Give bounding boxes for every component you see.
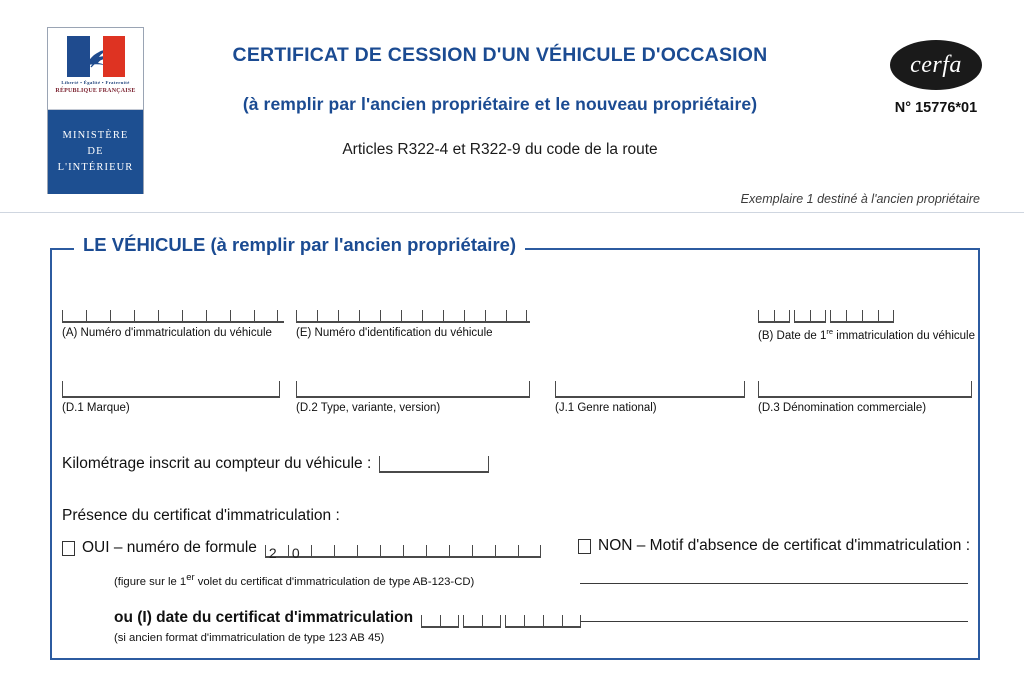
comb-cell[interactable] (401, 310, 422, 321)
comb-cell[interactable] (230, 310, 254, 321)
comb-cell[interactable] (206, 310, 230, 321)
comb-cell[interactable] (505, 615, 524, 626)
comb-cell[interactable] (62, 310, 86, 321)
field-registration-number-input[interactable] (62, 303, 284, 323)
comb-cell[interactable] (134, 310, 158, 321)
comb-cell-value: 2 (268, 545, 277, 561)
certificate-presence-heading: Présence du certificat d'immatriculation : (62, 507, 340, 524)
document-title: CERTIFICAT DE CESSION D'UN VÉHICULE D'OCCASION (232, 44, 768, 66)
marianne-icon (90, 43, 103, 71)
field-vin-input[interactable] (296, 303, 530, 323)
comb-group[interactable] (758, 303, 790, 323)
comb-cell[interactable] (495, 545, 518, 556)
comb-group[interactable] (794, 303, 826, 323)
comb-cell[interactable] (758, 310, 774, 321)
comb-cell[interactable] (464, 310, 485, 321)
comb-cell[interactable] (878, 310, 894, 321)
field-first-registration-date-input[interactable] (758, 303, 972, 323)
formula-number-hint: (figure sur le 1er volet du certificat d'immatriculation de type AB-123-CD) (114, 571, 475, 588)
comb-group[interactable] (505, 608, 581, 628)
certificate-yes-row (62, 538, 541, 561)
certificate-yes-checkbox[interactable] (62, 541, 75, 556)
comb-cell[interactable] (524, 615, 543, 626)
comb-cell[interactable] (421, 615, 440, 626)
certificate-date-input[interactable] (421, 608, 581, 628)
comb-cell[interactable] (830, 310, 846, 321)
certificate-no-label: NON – Motif d'absence de certificat d'immatriculation : (598, 537, 971, 554)
comb-cell[interactable] (110, 310, 134, 321)
field-national-category-input[interactable] (555, 381, 745, 398)
header-divider (0, 212, 1024, 213)
certificate-no-checkbox[interactable] (578, 539, 591, 554)
comb-cell[interactable] (334, 545, 357, 556)
comb-cell[interactable] (846, 310, 862, 321)
comb-cell[interactable] (440, 615, 459, 626)
field-brand-label: (D.1 Marque) (62, 402, 130, 414)
comb-cell[interactable] (182, 310, 206, 321)
comb-cell[interactable] (317, 310, 338, 321)
field-national-category[interactable] (555, 381, 745, 414)
formula-number-input[interactable] (265, 538, 541, 561)
certificate-date-hint: (si ancien format d'immatriculation de type 123 AB 45) (114, 632, 385, 644)
comb-cell[interactable] (518, 545, 541, 556)
field-commercial-name-label: (D.3 Dénomination commerciale) (758, 402, 927, 414)
field-first-registration-date[interactable] (758, 303, 975, 342)
field-type-variant-version[interactable] (296, 381, 530, 414)
certificate-no-reason-line-1[interactable] (580, 582, 968, 584)
field-brand-input[interactable] (62, 381, 280, 398)
comb-cell[interactable] (422, 310, 443, 321)
comb-cell[interactable] (288, 545, 311, 561)
comb-cell[interactable] (359, 310, 380, 321)
document-header (0, 0, 1024, 212)
comb-cell-value: 0 (291, 545, 300, 561)
comb-cell[interactable] (543, 615, 562, 626)
comb-cell[interactable] (311, 545, 334, 556)
comb-cell[interactable] (380, 310, 401, 321)
comb-cell[interactable] (449, 545, 472, 556)
comb-cell[interactable] (380, 545, 403, 556)
comb-cell[interactable] (403, 545, 426, 556)
field-type-variant-version-label: (D.2 Type, variante, version) (296, 402, 441, 414)
field-commercial-name[interactable] (758, 381, 972, 414)
document-subtitle: (à remplir par l'ancien propriétaire et le nouveau propriétaire) (242, 94, 758, 114)
comb-cell[interactable] (86, 310, 110, 321)
cerfa-form-number: N° 15776*01 (894, 100, 978, 116)
comb-cell[interactable] (443, 310, 464, 321)
copy-destination-note: Exemplaire 1 destiné à l'ancien propriétaire (740, 192, 980, 206)
logo-flag-block (48, 28, 143, 110)
field-vin[interactable] (296, 303, 530, 339)
certificate-date-label: ou (I) date du certificat d'immatriculation (114, 609, 414, 626)
odometer-input[interactable] (379, 456, 489, 473)
certificate-date-row (114, 608, 581, 628)
vehicle-section-legend: LE VÉHICULE (à remplir par l'ancien propriétaire) (74, 234, 525, 256)
comb-cell[interactable] (862, 310, 878, 321)
document-legal-reference: Articles R322-4 et R322-9 du code de la route (342, 141, 658, 158)
comb-cell[interactable] (506, 310, 527, 321)
comb-cell[interactable] (562, 615, 581, 626)
cerfa-logo: cerfa (890, 40, 982, 90)
field-national-category-label: (J.1 Genre national) (555, 402, 657, 414)
field-commercial-name-input[interactable] (758, 381, 972, 398)
comb-cell[interactable] (482, 615, 501, 626)
comb-cell[interactable] (426, 545, 449, 556)
comb-cell[interactable] (463, 615, 482, 626)
comb-cell[interactable] (774, 310, 790, 321)
field-registration-number-label: (A) Numéro d'immatriculation du véhicule (62, 327, 272, 339)
field-first-registration-date-label: (B) Date de 1re immatriculation du véhicule (758, 327, 975, 342)
devise-text: Liberté • Égalité • Fraternité (61, 80, 130, 85)
ministry-line-1: MINISTÈRE (62, 129, 129, 141)
odometer-row (62, 455, 489, 473)
field-type-variant-version-input[interactable] (296, 381, 530, 398)
ministry-block (48, 110, 143, 194)
certificate-yes-label: OUI – numéro de formule (82, 539, 257, 556)
republique-text: RÉPUBLIQUE FRANÇAISE (55, 88, 136, 94)
comb-cell[interactable] (794, 310, 810, 321)
comb-cell[interactable] (254, 310, 278, 321)
odometer-label: Kilométrage inscrit au compteur du véhicule : (62, 455, 372, 472)
field-brand[interactable] (62, 381, 280, 414)
republique-francaise-logo (47, 27, 144, 194)
comb-cell[interactable] (810, 310, 826, 321)
comb-cell[interactable] (265, 545, 288, 561)
comb-group[interactable] (463, 608, 501, 628)
certificate-no-row (578, 537, 970, 555)
ministry-line-2: DE (87, 145, 104, 157)
comb-cell[interactable] (485, 310, 506, 321)
comb-cell[interactable] (338, 310, 359, 321)
comb-group[interactable] (421, 608, 459, 628)
comb-group[interactable] (830, 303, 894, 323)
comb-cell[interactable] (158, 310, 182, 321)
ministry-line-3: L'INTÉRIEUR (57, 162, 134, 174)
comb-cell[interactable] (296, 310, 317, 321)
field-vin-label: (E) Numéro d'identification du véhicule (296, 327, 493, 339)
certificate-no-reason-line-2[interactable] (580, 620, 968, 622)
field-registration-number[interactable] (62, 303, 284, 339)
comb-cell[interactable] (357, 545, 380, 556)
french-flag-icon (67, 36, 125, 77)
comb-cell[interactable] (472, 545, 495, 556)
